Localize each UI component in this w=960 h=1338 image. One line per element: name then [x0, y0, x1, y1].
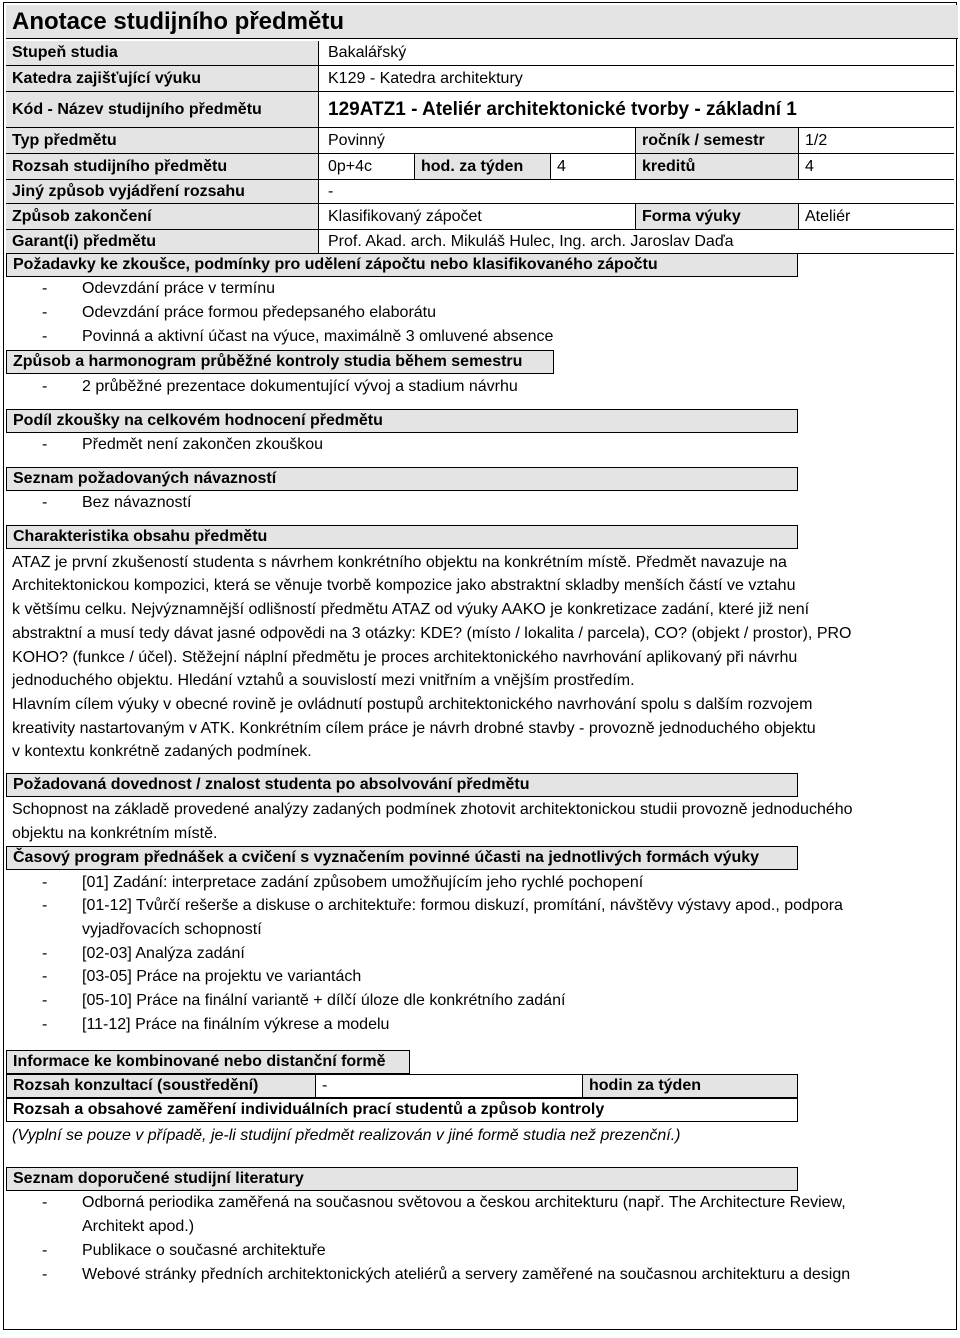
- garant-label: Garant(i) předmětu: [6, 229, 318, 253]
- individualni-heading: Rozsah a obsahové zaměření individuálních prací studentů a způsob kontroly: [6, 1098, 798, 1122]
- stupen-value: Bakalářský: [318, 41, 954, 65]
- row-konzultace: [6, 1074, 954, 1098]
- rozsah-value: 0p+4c: [318, 153, 414, 179]
- hod-value: 4: [550, 153, 635, 179]
- kod-label: Kód - Název studijního předmětu: [6, 91, 318, 127]
- zakonceni-value: Klasifikovaný zápočet: [318, 203, 635, 229]
- row-jiny: [6, 179, 954, 203]
- kreditu-label: kreditů: [635, 153, 798, 179]
- row-katedra: [6, 65, 954, 91]
- dovednost-line: objektu na konkrétním místě.: [12, 825, 218, 842]
- kod-value: 129ATZ1 - Ateliér architektonické tvorby - základní 1: [318, 91, 954, 127]
- katedra-value: K129 - Katedra architektury: [318, 65, 954, 91]
- rozsah-label: Rozsah studijního předmětu: [6, 153, 318, 179]
- charakteristika-heading: Charakteristika obsahu předmětu: [6, 525, 798, 549]
- rocnik-value: 1/2: [798, 127, 954, 153]
- kreditu-value: 4: [798, 153, 954, 179]
- program-heading: Časový program přednášek a cvičení s vyznačením povinné účasti na jednotlivých formách výuky: [6, 846, 798, 870]
- charakteristika-line: KOHO? (funkce / účel). Stěžejní náplní předmětu je proces architektonického navrhování aplikovaný při návrhu: [12, 649, 798, 666]
- row-kod: [6, 91, 954, 127]
- charakteristika-line: Architektonickou kompozici, která se věnuje tvorbě kompozice jako abstraktní skladby menších částí ve vztahu: [12, 577, 796, 594]
- pozadavky-heading: Požadavky ke zkoušce, podmínky pro udělení zápočtu nebo klasifikovaného zápočtu: [6, 253, 798, 277]
- podil-heading: Podíl zkoušky na celkovém hodnocení předmětu: [6, 409, 798, 433]
- kombinovane-heading: Informace ke kombinované nebo distanční formě: [6, 1050, 410, 1074]
- row-zakonceni: [6, 203, 954, 229]
- garant-value: Prof. Akad. arch. Mikuláš Hulec, Ing. arch. Jaroslav Daďa: [318, 229, 954, 253]
- harmonogram-heading: Způsob a harmonogram průběžné kontroly studia během semestru: [6, 350, 554, 374]
- charakteristika-line: v kontextu konkrétně zadaných podmínek.: [12, 743, 312, 760]
- charakteristika-line: jednoduchého objektu. Hledání vztahů a souvislostí mezi vnitřním a vnějším prostředím.: [12, 672, 635, 689]
- kombinovane-note: (Vyplní se pouze v případě, je-li studijní předmět realizován v jiné formě studia než prezenční.): [12, 1127, 681, 1144]
- charakteristika-line: kreativity nastartovaným v ATK. Konkrétním cílem práce je návrh drobné stavby - provozně jednoduchého objektu: [12, 720, 816, 737]
- row-garant: [6, 229, 954, 254]
- charakteristika-line: k většímu celku. Nejvýznamnější odlišností předmětu ATAZ od výuky AAKO je konkretizace zadání, které již není: [12, 601, 810, 618]
- zakonceni-label: Způsob zakončení: [6, 203, 318, 229]
- page-title: Anotace studijního předmětu: [6, 5, 958, 39]
- stupen-label: Stupeň studia: [6, 41, 318, 65]
- jiny-value: -: [318, 179, 954, 203]
- konzultace-value: -: [315, 1074, 583, 1098]
- hodin-label: hodin za týden: [582, 1074, 798, 1098]
- charakteristika-line: ATAZ je první zkušeností studenta s návrhem konkrétního objektu na konkrétním místě. Předmět navazuje na: [12, 554, 787, 571]
- jiny-label: Jiný způsob vyjádření rozsahu: [6, 179, 318, 203]
- dovednost-line: Schopnost na základě provedené analýzy zadaných podmínek zhotovit architektonickou studii provozně jednoduchého: [12, 801, 853, 818]
- typ-label: Typ předmětu: [6, 127, 318, 153]
- hod-label: hod. za týden: [414, 153, 550, 179]
- literatura-heading: Seznam doporučené studijní literatury: [6, 1167, 798, 1191]
- forma-label: Forma výuky: [635, 203, 798, 229]
- row-rozsah: [6, 153, 954, 179]
- charakteristika-line: abstraktní a musí tedy dávat jasné odpovědi na 3 otázky: KDE? (místo / lokalita / parcela), CO? (objekt / prostor), PRO: [12, 625, 852, 642]
- katedra-label: Katedra zajišťující výuku: [6, 65, 318, 91]
- forma-value: Ateliér: [798, 203, 954, 229]
- dovednost-heading: Požadovaná dovednost / znalost studenta po absolvování předmětu: [6, 773, 798, 797]
- konzultace-label: Rozsah konzultací (soustředění): [6, 1074, 316, 1098]
- row-stupen: [6, 41, 954, 65]
- row-typ: [6, 127, 954, 153]
- annotation-document: Anotace studijního předmětu Stupeň studia Bakalářský Katedra zajišťující výuku K129 - Katedra architektury Kód - Název studijního předmětu 129ATZ1 - Ateliér architektonické tvorby - základní 1 Typ předmětu Povinný ročník / semestr 1/2 Rozsah studijního předmětu 0p+4c hod. za týden 4 kreditů 4 Jiný způsob vyjádření rozsahu - Způsob zakončení Klasifikovaný zápočet Forma výuky Ateliér Garant(i) předmětu Prof. Akad. arch. Mikuláš Hulec, Ing. arch. Jaroslav Daďa Požadavky ke zkoušce, podmínky pro udělení zápočtu nebo klasifikovaného zápočtu - Odevzdání práce v termínu - Odevzdání práce formou předepsaného elaborátu - Povinná a aktivní účast na výuce, maximálně 3 omluvené absence Způsob a harmonogram průběžné kontroly studia během semestru - 2 průběžné prezentace dokumentující vývoj a stadium návrhu Podíl zkoušky na celkovém hodnocení předmětu - Předmět není zakončen zkouškou Seznam požadovaných návazností - Bez návazností Charakteristika obsahu předmětu ATAZ je první zkušeností studenta s návrhem konkrétního objektu na konkrétním místě. Předmět navazuje na Architektonickou kompozici, která se věnuje tvorbě kompozice jako abstraktní skladby menších částí ve vztahu k většímu celku. Nejvýznamnější odlišností předmětu ATAZ od výuky AAKO je konkretizace zadání, které již není abstraktní a musí tedy dávat jasné odpovědi na 3 otázky: KDE? (místo / lokalita / parcela), CO? (objekt / prostor), PRO KOHO? (funkce / účel). Stěžejní náplní předmětu je proces architektonického navrhování aplikovaný při návrhu jednoduchého objektu. Hledání vztahů a souvislostí mezi vnitřním a vnějším prostředím. Hlavním cílem výuky v obecné rovině je ovládnutí postupů architektonického navrhování spolu s dalším rozvojem kreativity nastartovaným v ATK. Konkrétním cílem práce je návrh drobné stavby - provozně jednoduchého objektu v kontextu konkrétně zadaných podmínek. Požadovaná dovednost / znalost studenta po absolvování předmětu Schopnost na základě provedené analýzy zadaných podmínek zhotovit architektonickou studii provozně jednoduchého objektu na konkrétním místě. Časový program přednášek a cvičení s vyznačením povinné účasti na jednotlivých formách výuky - [01] Zadání: interpretace zadání způsobem umožňujícím jeho rychlé pochopení - [01-12] Tvůrčí rešerše a diskuse o architektuře: formou diskuzí, promítání, návštěvy výstavy apod., podpora vyjadřovacích schopností - [02-03] Analýza zadání - [03-05] Práce na projektu ve variantách - [05-10] Práce na finální variantě + dílčí úloze dle konkrétního zadání - [11-12] Práce na finálním výkrese a modelu Informace ke kombinované nebo distanční formě Rozsah konzultací (soustředění) - hodin za týden Rozsah a obsahové zaměření individuálních prací studentů a způsob kontroly (Vyplní se pouze v případě, je-li studijní předmět realizován v jiné formě studia než prezenční.) Seznam doporučené studijní literatury - Odborná periodika zaměřená na současnou světovou a českou architekturu (např. The Architecture Review, Architekt apod.) - Publikace o současné architektuře - Webové stránky předních architektonických ateliérů a servery zaměřené na současnou architekturu a design: [3, 2, 957, 1330]
- rocnik-label: ročník / semestr: [635, 127, 798, 153]
- charakteristika-line: Hlavním cílem výuky v obecné rovině je ovládnutí postupů architektonického navrhování spolu s dalším rozvojem: [12, 696, 813, 713]
- typ-value: Povinný: [318, 127, 635, 153]
- navaznosti-heading: Seznam požadovaných návazností: [6, 467, 798, 491]
